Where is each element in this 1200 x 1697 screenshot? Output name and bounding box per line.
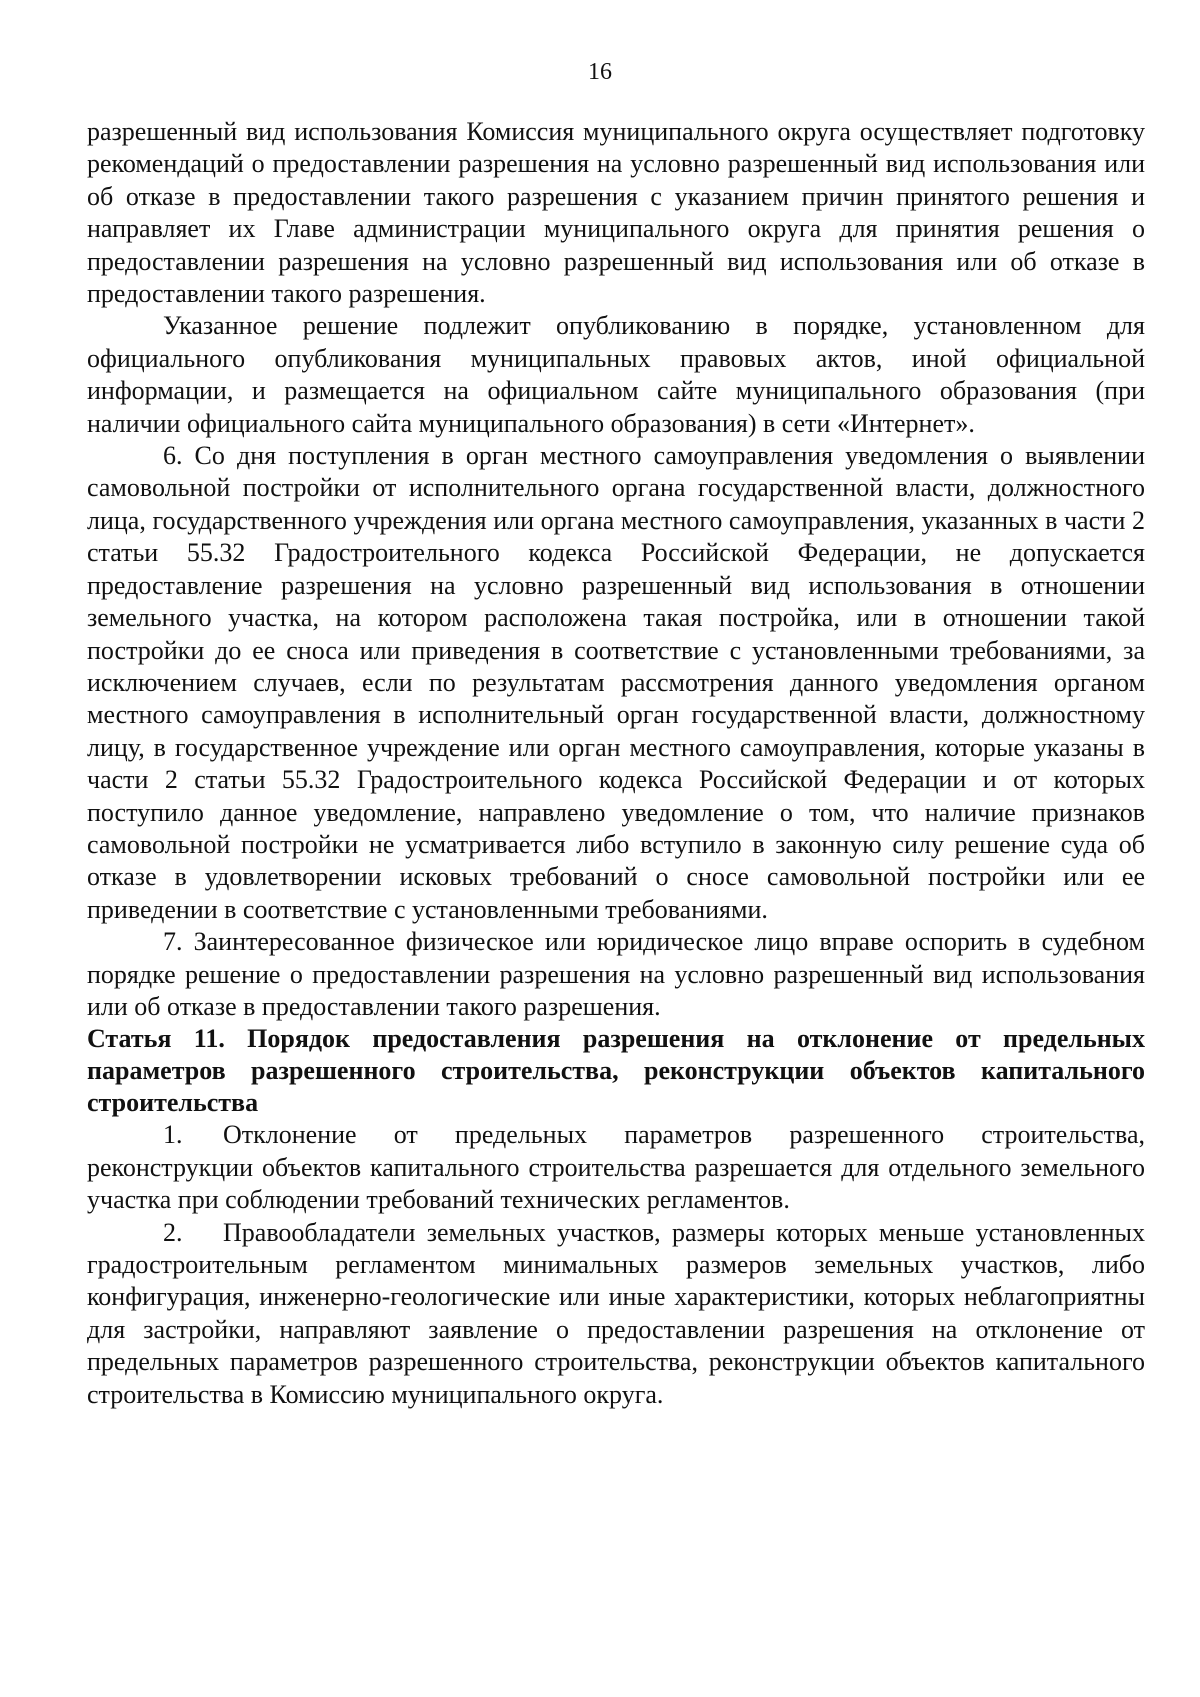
item-text: Правообладатели земельных участков, размеры которых меньше установленных градостроительным регламентом минимальных размеров земельных участков, либо конфигурация, инженерно-геологические или иные характеристики, которых неблагоприятны для застройки, направляют заявление о предоставлении разрешения на отклонение от предельных параметров разрешенного строительства, реконструкции объектов капитального строительства в Комиссию муниципального округа. bbox=[87, 1217, 1145, 1409]
page-number: 16 bbox=[588, 59, 612, 85]
paragraph-publication: Указанное решение подлежит опубликованию в порядке, установленном для официального опубликования муниципальных правовых актов, иной официальной информации, и размещается на официальном сайте муниципального образования (при наличии официального сайта муниципального образования) в сети «Интернет». bbox=[87, 311, 1145, 438]
article-11-item-1 bbox=[87, 1119, 1145, 1216]
article-11-heading: Статья 11. Порядок предоставления разрешения на отклонение от предельных параметров разрешенного строительства, реконструкции объектов капитального строительства bbox=[87, 1024, 1145, 1118]
paragraph-continuation: разрешенный вид использования Комиссия муниципального округа осуществляет подготовку рекомендаций о предоставлении разрешения на условно разрешенный вид использования или об отказе в предоставлении такого разрешения с указанием причин принятого решения и направляет их Главе администрации муниципального округа для принятия решения о предоставлении разрешения на условно разрешенный вид использования или об отказе в предоставлении такого разрешения. bbox=[87, 117, 1145, 309]
item-text: Отклонение от предельных параметров разрешенного строительства, реконструкции объектов капитального строительства разрешается для отдельного земельного участка при соблюдении требований технических регламентов. bbox=[87, 1120, 1145, 1215]
article-11-item-2 bbox=[87, 1217, 1145, 1411]
paragraph-item-6: 6. Со дня поступления в орган местного самоуправления уведомления о выявлении самовольной постройки от исполнительного органа государственной власти, должностного лица, государственного учреждения или органа местного самоуправления, указанных в части 2 статьи 55.32 Градостроительного кодекса Российской Федерации, не допускается предоставление разрешения на условно разрешенный вид использования в отношении земельного участка, на котором расположена такая постройка, или в отношении такой постройки до ее сноса или приведения в соответствие с установленными требованиями, за исключением случаев, если по результатам рассмотрения данного уведомления органом местного самоуправления в исполнительный орган государственной власти, должностному лицу, в государственное учреждение или орган местного самоуправления, которые указаны в части 2 статьи 55.32 Градостроительного кодекса Российской Федерации и от которых поступило данное уведомление, направлено уведомление о том, что наличие признаков самовольной постройки не усматривается либо вступило в законную силу решение суда об отказе в удовлетворении исковых требований о сносе самовольной постройки или ее приведении в соответствие с установленными требованиями. bbox=[87, 441, 1145, 924]
document-body bbox=[87, 116, 1145, 1411]
paragraph-item-7: 7. Заинтересованное физическое или юридическое лицо вправе оспорить в судебном порядке решение о предоставлении разрешения на условно разрешенный вид использования или об отказе в предоставлении такого разрешения. bbox=[87, 927, 1145, 1021]
item-number: 1. bbox=[163, 1120, 183, 1150]
item-number: 2. bbox=[163, 1217, 183, 1247]
